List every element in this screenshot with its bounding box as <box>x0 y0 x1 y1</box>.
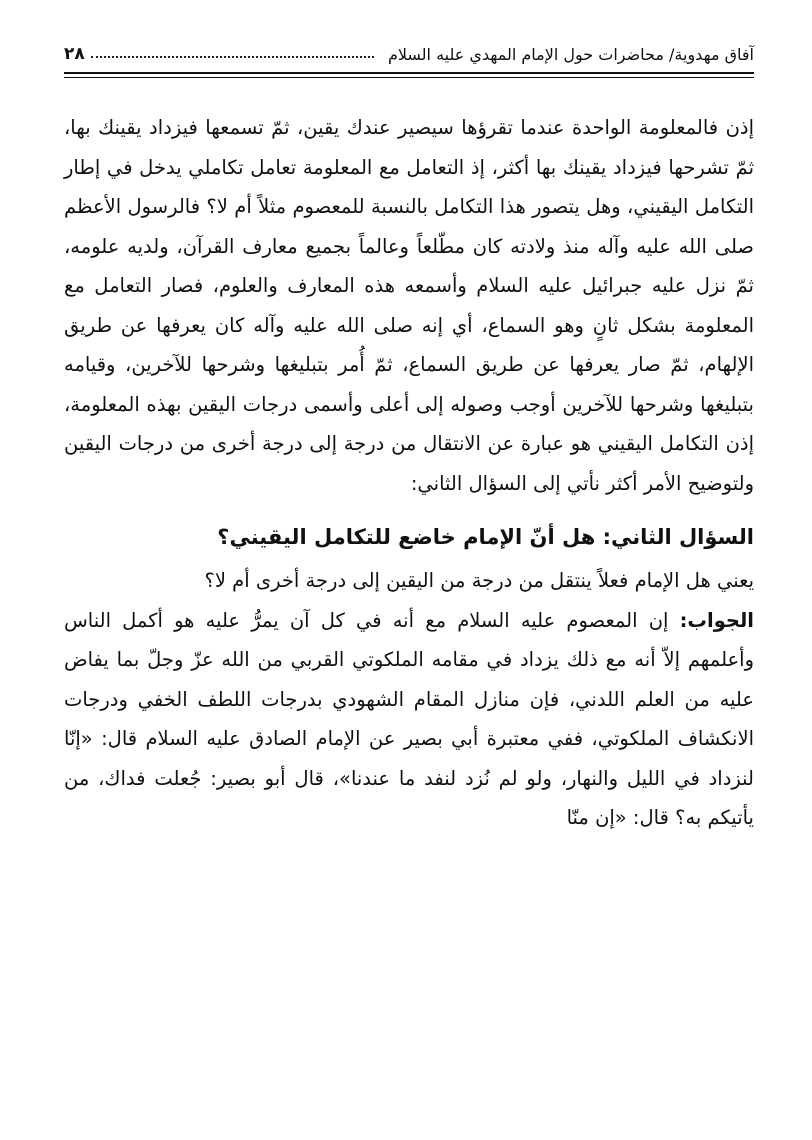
answer-paragraph <box>64 601 754 838</box>
answer-text: إن المعصوم عليه السلام مع أنه في كل آن يمرُّ عليه هو أكمل الناس وأعلمهم إلاّ أنه مع ذلك يزداد في مقامه الملكوتي القربي من الله عزّ وجلّ بما يفاض عليه من العلم اللدني، فإن منازل المقام الشهودي بدرجات اللطف الخفي ودرجات الانكشاف الملكوتي، ففي معتبرة أبي بصير عن الإمام الصادق عليه السلام قال: «إنّا لنزداد في الليل والنهار، ولو لم نُزد لنفد ما عندنا»، قال أبو بصير: جُعلت فداك، من يأتيكم به؟ قال: «إن منّا <box>64 608 754 829</box>
section-question-heading: السؤال الثاني: هل أنّ الإمام خاضع للتكامل اليقيني؟ <box>217 525 754 549</box>
question-intro-paragraph: يعني هل الإمام فعلاً ينتقل من درجة من اليقين إلى درجة أخرى أم لا؟ <box>204 569 754 592</box>
page-number: ٢٨ <box>64 44 85 64</box>
running-header <box>64 28 754 64</box>
header-rule-thick <box>64 72 754 74</box>
page-body <box>64 108 754 838</box>
answer-label: الجواب: <box>679 608 754 632</box>
header-title: آفاق مهدوية/ محاضرات حول الإمام المهدي عليه السلام <box>387 45 754 64</box>
book-page <box>64 28 754 1118</box>
header-dot-leader <box>91 55 374 58</box>
header-rule-thin <box>64 77 754 78</box>
body-paragraph: إذن فالمعلومة الواحدة عندما تقرؤها سيصير عندك يقين، ثمّ تسمعها فيزداد يقينك بها، ثمّ تشرحها فيزداد يقينك بها أكثر، إذ التعامل مع المعلومة تعامل تكاملي يدخل في إطار التكامل اليقيني، وهل يتصور هذا التكامل بالنسبة للمعصوم مثلاً أم لا؟ فالرسول الأعظم صلى الله عليه وآله منذ ولادته كان مطّلعاً وعالماً بجميع معارف القرآن، ولديه علومه، ثمّ نزل عليه جبرائيل عليه السلام وأسمعه هذه المعارف والعلوم، فصار التعامل مع المعلومة بشكل ثانٍ وهو السماع، أي إنه صلى الله عليه وآله كان يعرفها عن طريق الإلهام، ثمّ صار يعرفها عن طريق السماع، ثمّ أُمر بتبليغها وشرحها للآخرين، وقيامه بتبليغها وشرحها للآخرين أوجب وصوله إلى أعلى وأسمى درجات اليقين بهذه المعلومة، إذن التكامل اليقيني هو عبارة عن الانتقال من درجة إلى درجة أخرى من درجات اليقين ولتوضيح الأمر أكثر نأتي إلى السؤال الثاني: <box>64 116 754 495</box>
